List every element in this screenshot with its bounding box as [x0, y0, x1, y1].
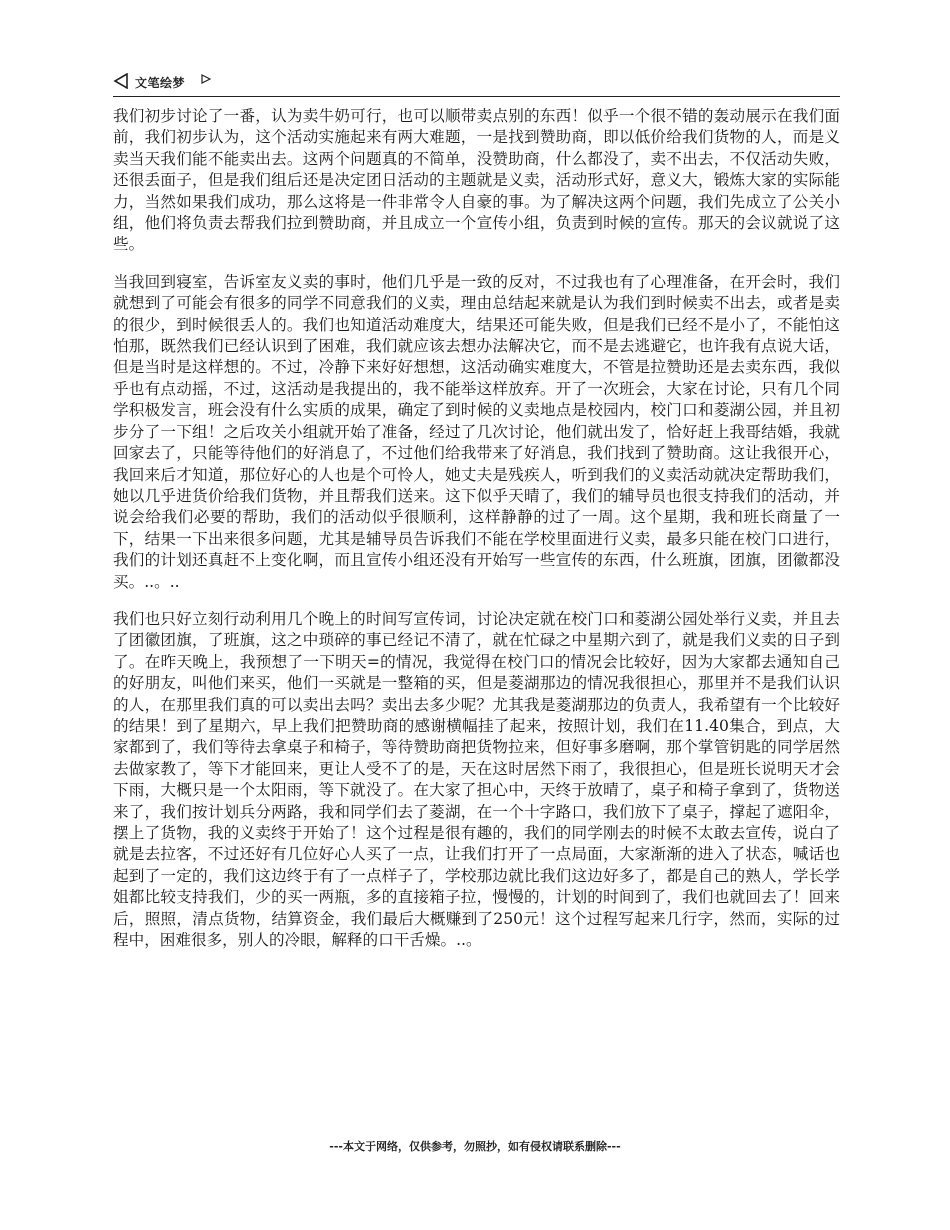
paragraph-2: 当我回到寝室，告诉室友义卖的事时，他们几乎是一致的反对，不过我也有了心理准备，在开会时，我们就想到了可能会有很多的同学不同意我们的义卖，理由总结起来就是认为我们到时候卖不出去，或者是卖的很少，到时候很丢人的。我们也知道活动难度大，结果还可能失败，但是我们已经不是小了，不能怕这怕那，既然我们已经认识到了困难，我们就应该去想办法解决它，而不是去逃避它，也许我有点说大话，但是当时是这样想的。不过，冷静下来好好想想，这活动确实难度大，不管是拉赞助还是去卖东西，我似乎也有点动摇，不过，这活动是我提出的，我不能举这样放弃。开了一次班会，大家在讨论，只有几个同学积极发言，班会没有什么实质的成果，确定了到时候的义卖地点是校园内，校门口和菱湖公园，并且初步分了一下组！之后攻关小组就开始了准备，经过了几次讨论，他们就出发了，恰好赶上我哥结婚，我就回家去了，只能等待他们的好消息了，不过他们给我带来了好消息，我们找到了赞助商。这让我很开心，我回来后才知道，那位好心的人也是个可怜人，她丈夫是残疾人，听到我们的义卖活动就决定帮助我们，她以几乎进货价给我们货物，并且帮我们送来。这下似乎天晴了，我们的辅导员也很支持我们的活动，并说会给我们必要的帮助，我们的活动似乎很顺利，这样静静的过了一周。这个星期，我和班长商量了一下，结果一下出来很多问题，尤其是辅导员告诉我们不能在学校里面进行义卖，最多只能在校门口进行，我们的计划还真赶不上变化啊，而且宣传小组还没有开始写一些宣传的东西，什么班旗，团旗，团徽都没买。..。.. — [113, 272, 840, 591]
document-body — [113, 106, 840, 967]
page-header — [113, 70, 840, 97]
forward-triangle-icon[interactable] — [201, 74, 211, 84]
back-triangle-icon[interactable] — [113, 73, 129, 89]
paragraph-3: 我们也只好立刻行动利用几个晚上的时间写宣传词，讨论决定就在校门口和菱湖公园处举行义卖，并且去了团徽团旗，了班旗，这之中琐碎的事已经记不清了，就在忙碌之中星期六到了，就是我们义卖的日子到了。在昨天晚上，我预想了一下明天=的情况，我觉得在校门口的情况会比较好，因为大家都去通知自己的好朋友，叫他们来买，他们一买就是一整箱的买，但是菱湖那边的情况我很担心，那里并不是我们认识的人，在那里我们真的可以卖出去吗？卖出去多少呢？尤其我是菱湖那边的负责人，我希望有一个比较好的结果！到了星期六，早上我们把赞助商的感谢横幅挂了起来，按照计划，我们在11.40集合，到点，大家都到了，我们等待去拿桌子和椅子，等待赞助商把货物拉来，但好事多磨啊，那个掌管钥匙的同学居然去做家教了，等下才能回来，更让人受不了的是，天在这时居然下雨了，我很担心，但是班长说明天才会下雨，大概只是一个太阳雨，等下就没了。在大家了担心中，天终于放晴了，桌子和椅子拿到了，货物送来了，我们按计划兵分两路，我和同学们去了菱湖，在一个十字路口，我们放下了桌子，撑起了遮阳伞，摆上了货物，我的义卖终于开始了！这个过程是很有趣的，我们的同学刚去的时候不太敢去宣传，说白了就是去拉客，不过还好有几位好心人买了一点，让我们打开了一点局面，大家渐渐的进入了状态，喊话也起到了一定的，我们这边终于有了一点样子了，学校那边就比我们这边好多了，都是自己的熟人，学长学姐都比较支持我们，少的买一两瓶，多的直接箱子拉，慢慢的，计划的时间到了，我们也就回去了！回来后，照照，清点货物，结算资金，我们最后大概赚到了250元！这个过程写起来几行字，然而，实际的过程中，困难很多，别人的冷眼，解释的口干舌燥。..。 — [113, 609, 840, 950]
footer-notice: ---本文于网络，仅供参考，勿照抄，如有侵权请联系删除--- — [329, 1140, 621, 1153]
paragraph-1: 我们初步讨论了一番，认为卖牛奶可行，也可以顺带卖点别的东西！似乎一个很不错的轰动展示在我们面前，我们初步认为，这个活动实施起来有两大难题，一是找到赞助商，即以低价给我们货物的人，而是义卖当天我们能不能卖出去。这两个问题真的不简单，没赞助商，什么都没了，卖不出去，不仅活动失败，还很丢面子，但是我们组后还是决定团日活动的主题就是义卖，活动形式好，意义大，锻炼大家的实际能力，当然如果我们成功，那么这将是一件非常令人自豪的事。为了解决这两个问题，我们先成立了公关小组，他们将负责去帮我们拉到赞助商，并且成立一个宣传小组，负责到时候的宣传。那天的会议就说了这些。 — [113, 107, 840, 254]
brand-title: 文笔绘梦 — [135, 76, 186, 90]
